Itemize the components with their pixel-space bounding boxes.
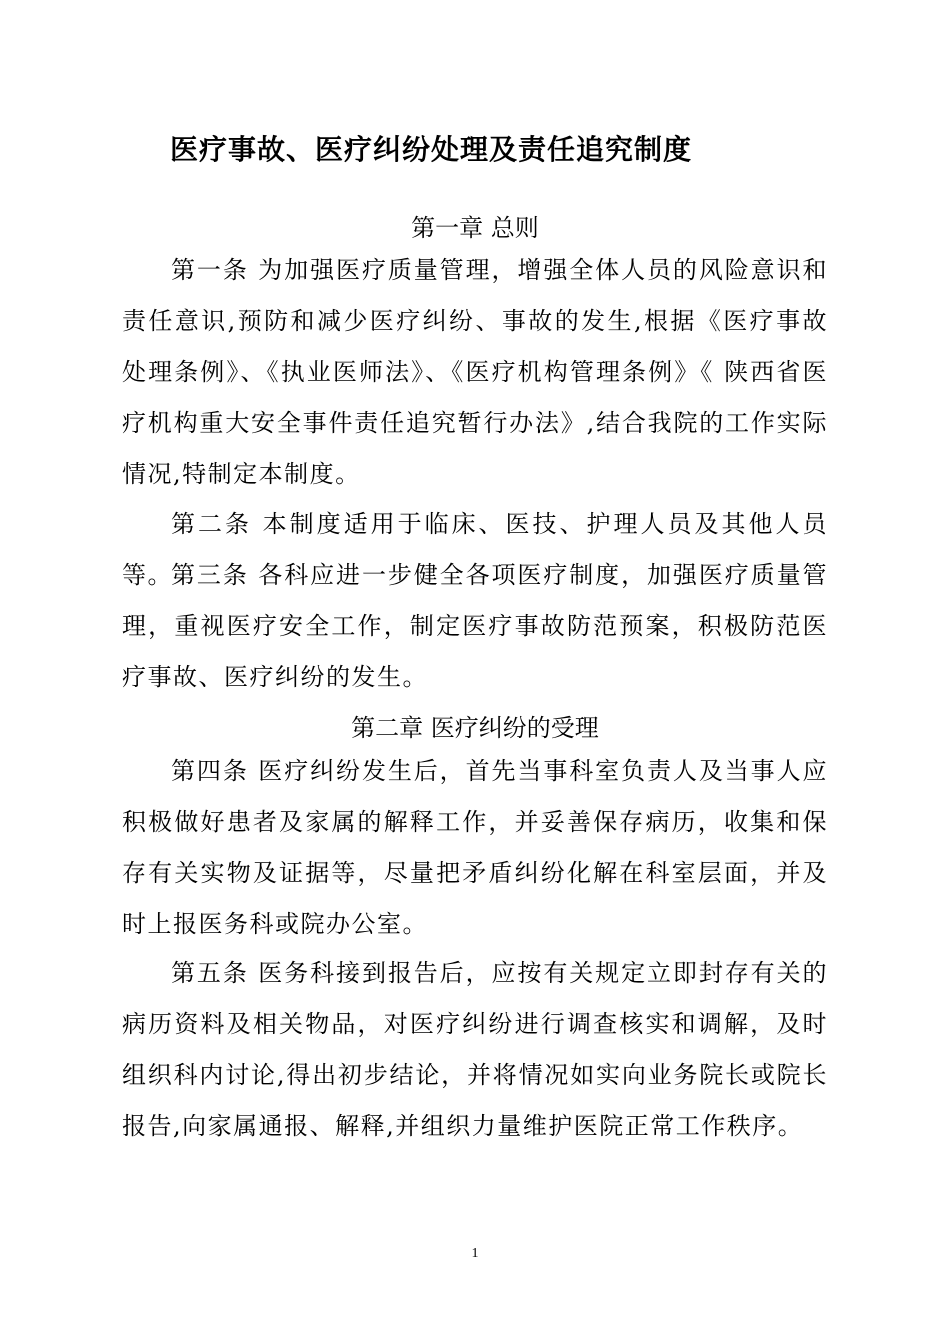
page-number: 1 bbox=[471, 1246, 479, 1261]
article-paragraph: 第一条 为加强医疗质量管理，增强全体人员的风险意识和责任意识,预防和减少医疗纠纷、事故的发生,根据《医疗事故处理条例》、《执业医师法》、《医疗机构管理条例》《 陕西省医疗机构重大安全事件责任追究暂行办法》,结合我院的工作实际情况,特制定本制度。 bbox=[122, 256, 828, 488]
document-title: 医疗事故、医疗纠纷处理及责任追究制度 bbox=[170, 133, 693, 166]
article-paragraph: 第五条 医务科接到报告后，应按有关规定立即封存有关的病历资料及相关物品，对医疗纠纷进行调查核实和调解，及时组织科内讨论,得出初步结论，并将情况如实向业务院长或院长报告,向家属通报、解释,并组织力量维护医院正常工作秩序。 bbox=[122, 959, 828, 1140]
article-paragraph: 第四条 医疗纠纷发生后，首先当事科室负责人及当事人应积极做好患者及家属的解释工作，并妥善保存病历，收集和保存有关实物及证据等，尽量把矛盾纠纷化解在科室层面，并及时上报医务科或院办公室。 bbox=[122, 757, 828, 938]
article-paragraph: 第二条 本制度适用于临床、医技、护理人员及其他人员等。 bbox=[122, 510, 828, 589]
chapter-heading: 第一章 总则 bbox=[411, 214, 539, 242]
chapter-heading: 第二章 医疗纠纷的受理 bbox=[351, 714, 599, 742]
article-paragraph: 第三条 各科应进一步健全各项医疗制度，加强医疗质量管理，重视医疗安全工作，制定医疗事故防范预案，积极防范医疗事故、医疗纠纷的发生。 bbox=[122, 561, 828, 691]
